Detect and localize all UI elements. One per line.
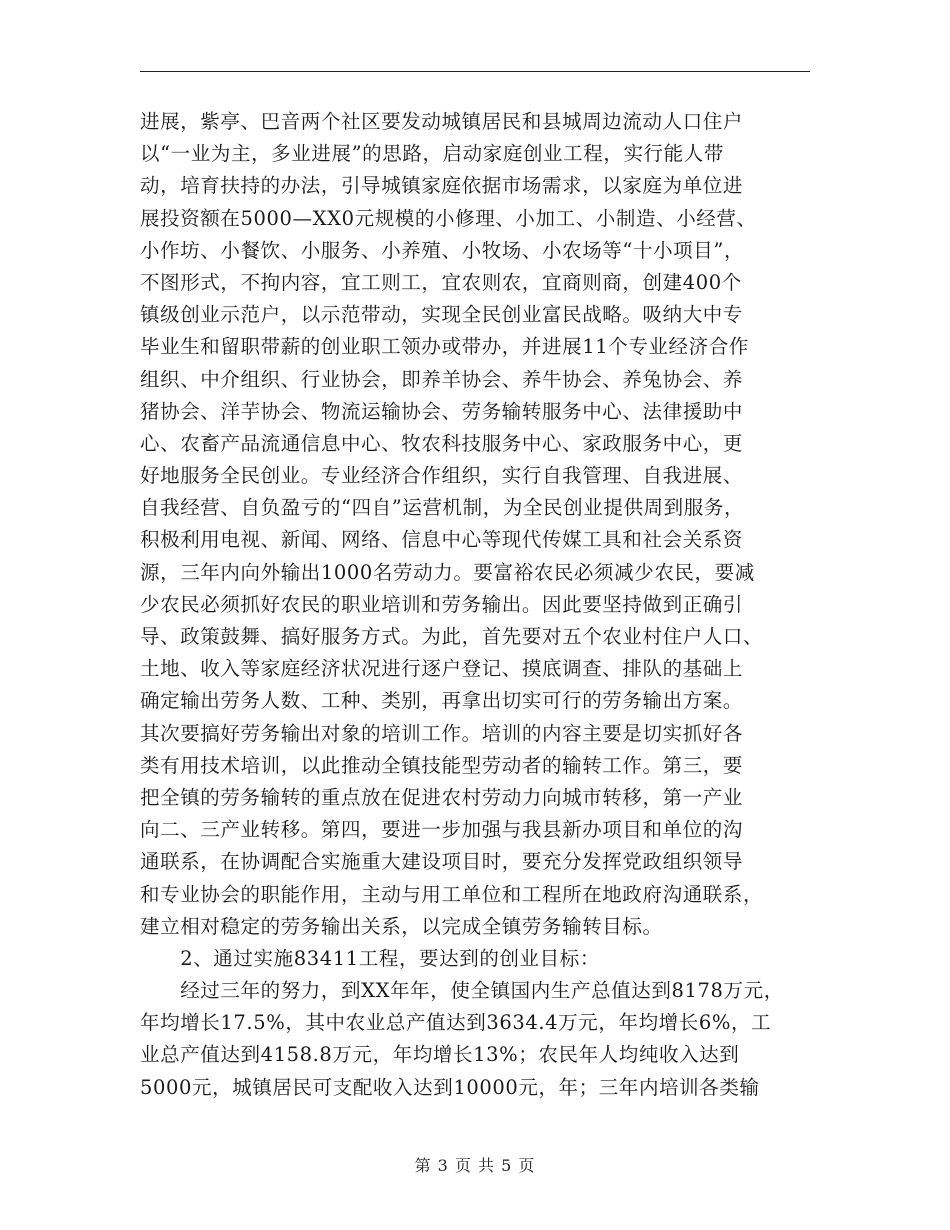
text-line: 源，三年内向外输出1000名劳动力。要富裕农民必须减少农民，要减 — [140, 560, 755, 584]
text-line: 经过三年的努力，到XX年年，使全镇国内生产总值达到8178万元， — [140, 979, 784, 1003]
text-line: 毕业生和留职带薪的创业职工领办或带办，并进展11个专业经济合作 — [140, 335, 749, 359]
text-line: 进展，紫亭、巴音两个社区要发动城镇居民和县城周边流动人口住户 — [140, 110, 744, 133]
text-line: 自我经营、自负盈亏的“四自”运营机制，为全民创业提供周到服务， — [140, 496, 745, 520]
text-line: 镇级创业示范户，以示范带动，实现全民创业富民战略。吸纳大中专 — [140, 303, 744, 327]
text-line: 2、通过实施83411工程，要达到的创业目标： — [140, 946, 600, 970]
text-line: 心、农畜产品流通信息中心、牧农科技服务中心、家政服务中心，更 — [140, 431, 744, 455]
text-line: 类有用技术培训，以此推动全镇技能型劳动者的输转工作。第三，要 — [140, 753, 744, 777]
text-line: 其次要搞好劳务输出对象的培训工作。培训的内容主要是切实抓好各 — [140, 721, 744, 745]
text-line: 小作坊、小餐饮、小服务、小养殖、小牧场、小农场等“十小项目”， — [140, 238, 745, 262]
text-line: 年均增长17.5%，其中农业总产值达到3634.4万元，年均增长6%，工 — [140, 1011, 772, 1035]
text-line: 通联系，在协调配合实施重大建设项目时，要充分发挥党政组织领导 — [140, 850, 744, 874]
text-line: 向二、三产业转移。第四，要进一步加强与我县新办项目和单位的沟 — [140, 818, 744, 842]
text-line: 以“一业为主，多业进展”的思路，启动家庭创业工程，实行能人带 — [140, 142, 724, 166]
text-line: 积极利用电视、新闻、网络、信息中心等现代传媒工具和社会关系资 — [140, 528, 744, 552]
text-line: 确定输出劳务人数、工种、类别，再拿出切实可行的劳务输出方案。 — [140, 689, 744, 713]
text-line: 土地、收入等家庭经济状况进行逐户登记、摸底调查、排队的基础上 — [140, 657, 744, 681]
text-line: 5000元，城镇居民可支配收入达到10000元，年；三年内培训各类输 — [140, 1075, 760, 1099]
text-line: 导、政策鼓舞、搞好服务方式。为此，首先要对五个农业村住户人口、 — [140, 625, 764, 648]
document-body — [140, 106, 840, 1104]
text-line: 组织、中介组织、行业协会，即养羊协会、养牛协会、养兔协会、养 — [140, 367, 744, 391]
text-line: 建立相对稳定的劳务输出关系，以完成全镇劳务输转目标。 — [140, 914, 663, 938]
header-rule — [140, 71, 810, 72]
text-line: 好地服务全民创业。专业经济合作组织，实行自我管理、自我进展、 — [140, 464, 744, 488]
text-line: 展投资额在5000—XX0元规模的小修理、小加工、小制造、小经营、 — [140, 206, 757, 230]
page-number: 第 3 页 共 5 页 — [414, 1156, 536, 1175]
text-line: 不图形式，不拘内容，宜工则工，宜农则农，宜商则商，创建400个 — [140, 270, 742, 294]
text-line: 少农民必须抓好农民的职业培训和劳务输出。因此要坚持做到正确引 — [140, 592, 744, 616]
text-line: 猪协会、洋芋协会、物流运输协会、劳务输转服务中心、法律援助中 — [140, 399, 744, 423]
text-line: 把全镇的劳务输转的重点放在促进农村劳动力向城市转移，第一产业 — [140, 785, 744, 809]
text-line: 动，培育扶持的办法，引导城镇家庭依据市场需求，以家庭为单位进 — [140, 174, 744, 198]
text-line: 业总产值达到4158.8万元，年均增长13%；农民年人均纯收入达到 — [140, 1043, 740, 1067]
text-line: 和专业协会的职能作用，主动与用工单位和工程所在地政府沟通联系， — [140, 882, 764, 906]
